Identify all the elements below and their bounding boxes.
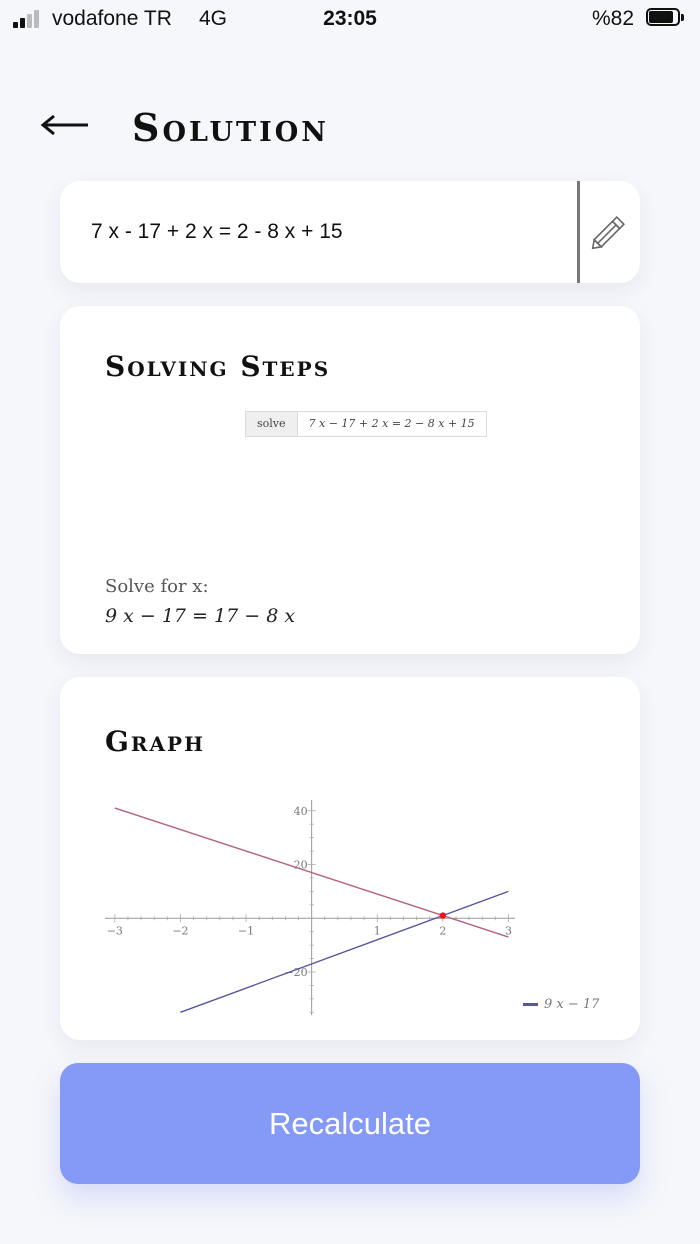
network-type: 4G (199, 7, 228, 30)
series-line-1 (180, 891, 508, 1012)
x-tick-label: 2 (439, 924, 447, 938)
carrier-name: vodafone TR (52, 7, 172, 30)
status-time: 23:05 (323, 7, 377, 30)
solving-steps-card (60, 306, 640, 654)
legend-label: 9 x − 17 (544, 997, 600, 1012)
x-tick-label: −2 (172, 924, 189, 938)
battery-percent: %82 (592, 7, 635, 30)
x-tick-label: 1 (373, 924, 381, 938)
y-tick-label: 20 (293, 858, 308, 872)
page-header (0, 95, 700, 165)
pencil-icon (580, 181, 640, 283)
x-tick-label: −3 (106, 924, 123, 938)
step-equation: 9 x − 17 = 17 − 8 x (105, 605, 296, 627)
solve-query-box (245, 411, 487, 437)
intersection-point (440, 912, 446, 918)
battery-icon (646, 8, 686, 28)
status-bar (0, 0, 700, 40)
graph-card (60, 677, 640, 1040)
back-button[interactable] (36, 105, 96, 145)
x-tick-label: 3 (504, 924, 512, 938)
equation-graph (100, 795, 520, 1020)
legend-swatch (523, 1003, 538, 1006)
solve-equation: 7 x − 17 + 2 x = 2 − 8 x + 15 (298, 412, 486, 436)
equation-card (60, 181, 640, 283)
y-tick-label: 40 (293, 804, 308, 818)
recalculate-button[interactable]: Recalculate (60, 1063, 640, 1184)
y-tick-label: −20 (284, 966, 308, 979)
step-caption: Solve for x: (105, 576, 209, 597)
x-tick-label: −1 (237, 924, 255, 938)
graph-title: Graph (105, 725, 205, 758)
equation-input[interactable] (60, 181, 578, 283)
solve-label: solve (246, 412, 298, 436)
left-arrow-icon (36, 105, 96, 145)
page-title: Solution (132, 105, 329, 150)
legend-entry (523, 997, 599, 1012)
solving-steps-title: Solving Steps (105, 350, 331, 383)
edit-equation-button[interactable] (580, 181, 640, 283)
